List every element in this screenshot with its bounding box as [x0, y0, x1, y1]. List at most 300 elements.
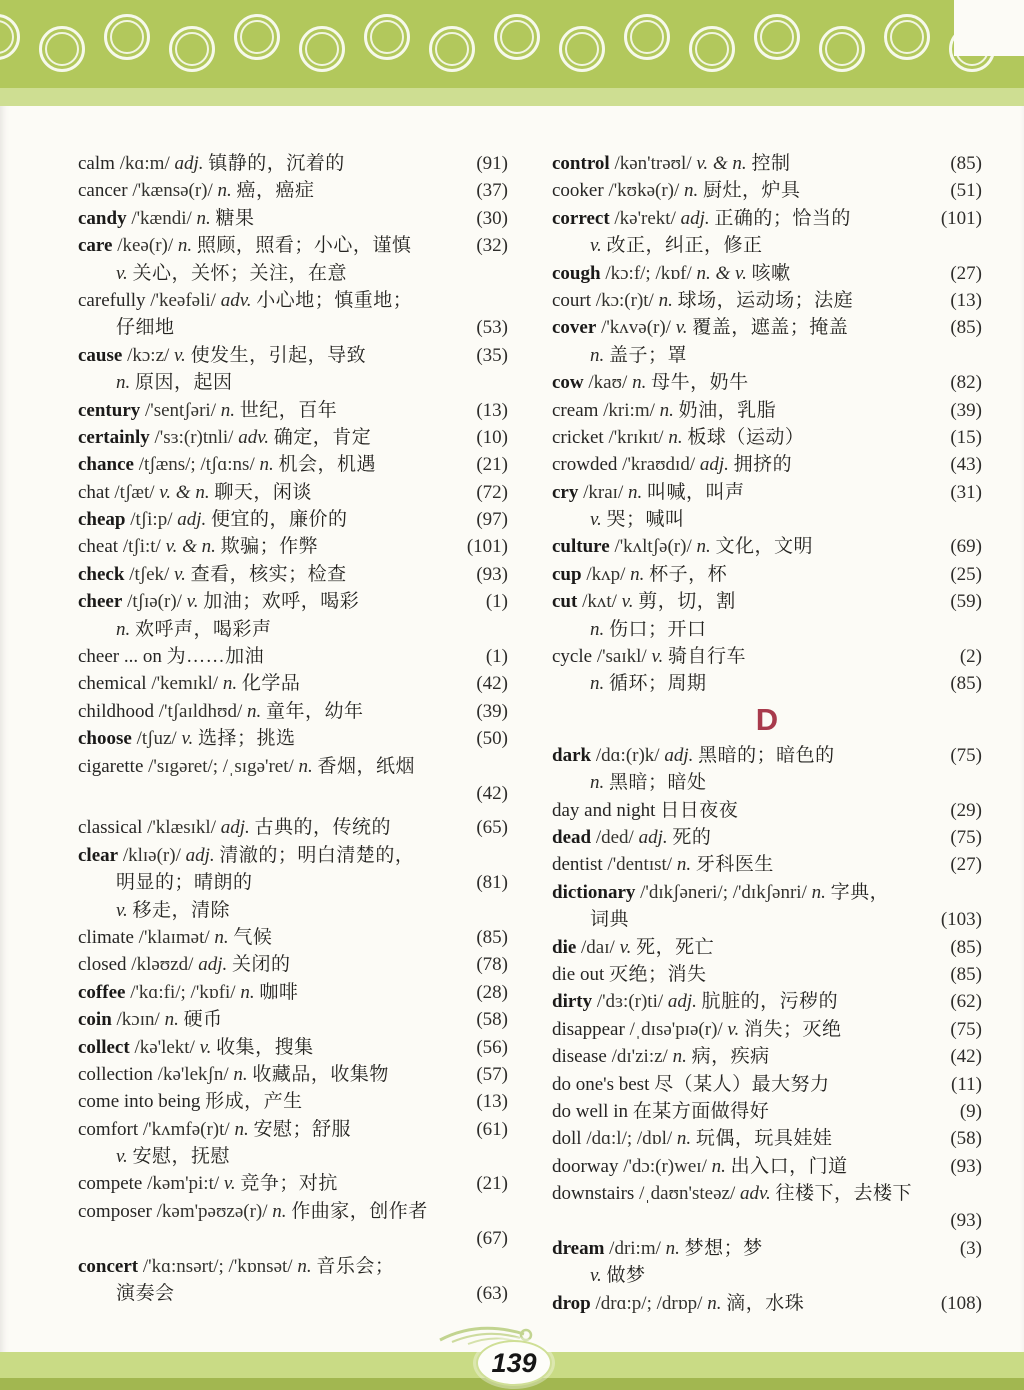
entry-text — [552, 988, 942, 1015]
entry-text — [552, 1153, 942, 1180]
banner-light-strip — [0, 88, 1024, 106]
entry-page-ref: (29) — [950, 799, 982, 821]
entry-word: downstairs — [552, 1183, 635, 1205]
entry-page-ref: (81) — [476, 872, 508, 894]
entry-page-ref: (9) — [959, 1100, 982, 1122]
entry-line — [552, 479, 982, 506]
entry-phonetic: /'tʃaɪldhʊd/ — [158, 700, 243, 722]
entry-text — [552, 961, 942, 988]
entry-text — [78, 424, 468, 451]
entry-line — [78, 533, 508, 560]
entry-line — [78, 1006, 508, 1033]
entry-pos: adj. — [198, 954, 228, 976]
entry-line — [78, 780, 508, 807]
entry-line — [552, 506, 982, 533]
entry-definition: 骑自行车 — [667, 646, 746, 668]
entry-page-ref: (101) — [940, 207, 982, 229]
entry-line — [552, 851, 982, 878]
entry-definition: 演奏会 — [116, 1283, 175, 1305]
entry-definition: 往楼下，去楼下 — [775, 1183, 913, 1205]
entry-word: cut — [552, 591, 578, 613]
entry-phonetic: /'sentʃəri/ — [145, 399, 216, 421]
entry-text — [78, 479, 468, 506]
entry-line — [78, 1198, 508, 1225]
entry-phonetic: /dɑ:(r)k/ — [595, 744, 660, 766]
entry-page-ref: (101) — [466, 536, 508, 558]
entry-word: dentist — [552, 854, 603, 876]
entry-pos: adj. — [699, 454, 729, 476]
entry-text — [78, 314, 468, 341]
ring-circle-decoration — [104, 14, 150, 60]
entry-phonetic: /daɪ/ — [581, 936, 615, 958]
entry-word: childhood — [78, 700, 154, 722]
entry-phonetic: /kʌt/ — [582, 591, 617, 613]
entry-pos: n. — [164, 1009, 179, 1031]
entry-text — [78, 177, 468, 204]
entry-line — [552, 879, 982, 906]
entry-line — [78, 479, 508, 506]
entry-page-ref: (78) — [476, 954, 508, 976]
entry-line — [78, 1170, 508, 1197]
entry-text — [78, 205, 468, 232]
entry-page-ref: (85) — [950, 673, 982, 695]
entry-line — [552, 1016, 982, 1043]
entry-pos: n. — [116, 372, 131, 394]
entry-page-ref: (91) — [476, 153, 508, 174]
entry-definition: 收藏品，收集物 — [252, 1063, 389, 1085]
entry-phonetic: /'kɑ:nsərt/; /'kɒnsət/ — [142, 1255, 293, 1277]
entry-definition: 仔细地 — [116, 317, 175, 339]
entry-pos: n. — [240, 981, 255, 1003]
right-column — [552, 150, 982, 1317]
entry-line — [552, 397, 982, 424]
entry-text — [78, 979, 468, 1006]
entry-text — [552, 670, 942, 697]
entry-page-ref: (58) — [950, 1128, 982, 1150]
entry-definition: 古典的，传统的 — [254, 817, 392, 839]
entry-word: compete — [78, 1173, 143, 1195]
entry-definition: 盖子；罩 — [609, 344, 688, 366]
entry-page-ref: (32) — [476, 235, 508, 257]
entry-phonetic: /kraɪ/ — [583, 481, 624, 503]
entry-text — [552, 742, 942, 769]
entry-definition: 尽（某人）最大努力 — [654, 1073, 830, 1095]
entry-text — [78, 1170, 468, 1197]
entry-pos: v. — [199, 1036, 212, 1058]
entry-line — [552, 769, 982, 796]
entry-page-ref: (62) — [950, 991, 982, 1013]
entry-text — [552, 232, 974, 259]
entry-phonetic: /tʃɪə(r)/ — [127, 591, 182, 613]
entry-definition: 厨灶，炉具 — [703, 180, 801, 202]
entry-pos: n. — [590, 344, 605, 366]
entry-page-ref: (13) — [950, 289, 982, 311]
entry-text — [552, 424, 942, 451]
entry-pos: n. — [668, 426, 683, 448]
entry-word: dictionary — [552, 881, 636, 903]
entry-text — [78, 1061, 468, 1088]
entry-pos: n. — [676, 854, 692, 876]
entry-definition: 安慰；舒服 — [253, 1118, 351, 1140]
entry-line — [78, 951, 508, 978]
entry-text — [78, 670, 468, 697]
entry-text — [78, 588, 478, 615]
entry-pos: n. — [711, 1155, 726, 1177]
entry-phonetic: /kə'rekt/ — [614, 207, 676, 229]
entry-definition: 病，疾病 — [691, 1046, 770, 1068]
entry-definition: 癌，癌症 — [236, 180, 315, 202]
entry-text — [552, 588, 942, 615]
entry-text — [552, 1262, 974, 1289]
entry-text — [78, 1006, 468, 1033]
entry-line — [78, 232, 508, 259]
entry-definition: 气候 — [233, 926, 273, 948]
entry-word: dark — [552, 744, 592, 766]
entry-page-ref: (10) — [476, 426, 508, 448]
entry-pos: n. — [177, 235, 193, 257]
entry-pos: n. — [658, 289, 673, 311]
entry-page-ref: (15) — [950, 426, 982, 448]
entry-page-ref: (11) — [951, 1073, 982, 1095]
entry-line — [78, 369, 508, 396]
entry-phonetic: /'kʌltʃə(r)/ — [614, 536, 692, 558]
entry-pos: v. — [186, 591, 199, 613]
entry-pos: n. — [234, 1118, 249, 1140]
entry-page-ref: (108) — [940, 1292, 982, 1314]
entry-page-ref: (59) — [950, 591, 982, 613]
entry-definition: 伤口；开口 — [609, 618, 707, 640]
entry-pos: n. — [214, 926, 229, 948]
entry-definition: 字典， — [830, 881, 890, 903]
entry-line — [78, 1225, 508, 1252]
entry-line — [552, 1207, 982, 1234]
entry-line — [78, 150, 508, 177]
entry-text — [78, 1253, 500, 1280]
entry-pos: v. — [619, 936, 632, 958]
entry-text — [552, 397, 942, 424]
ring-circle-decoration — [689, 26, 735, 72]
entry-definition: 形成，产生 — [205, 1091, 303, 1113]
entry-phonetic: /tʃek/ — [129, 563, 170, 585]
entry-text — [78, 287, 500, 314]
entry-definition: 作曲家，创作者 — [291, 1200, 428, 1222]
entry-line — [78, 506, 508, 533]
entry-definition: 童年，幼年 — [266, 700, 364, 722]
entry-text — [552, 1125, 942, 1152]
entry-word: classical — [78, 817, 143, 839]
entry-text — [78, 1143, 500, 1170]
entry-phonetic: /'dɔ:(r)weɪ/ — [623, 1155, 707, 1177]
entry-pos: adv. — [238, 426, 269, 448]
entry-line — [78, 260, 508, 287]
entry-pos: adv. — [220, 289, 252, 311]
entry-word: collect — [78, 1036, 130, 1058]
entry-pos: adj. — [220, 817, 250, 839]
entry-phonetic: /tʃæt/ — [114, 481, 155, 503]
entry-line — [78, 588, 508, 615]
entry-word: cancer — [78, 180, 128, 202]
entry-line — [78, 1034, 508, 1061]
entry-word: chat — [78, 481, 110, 503]
entry-word: control — [552, 153, 610, 174]
entry-phonetic: /kɔɪn/ — [116, 1009, 160, 1031]
entry-phonetic: /kləʊzd/ — [131, 954, 194, 976]
entry-word: concert — [78, 1255, 139, 1277]
ring-circle-decoration — [884, 14, 930, 60]
entry-line — [552, 1125, 982, 1152]
entry-word: chance — [78, 454, 134, 476]
banner-corner-notch — [954, 0, 1024, 56]
entry-pos: v. — [116, 262, 128, 284]
entry-text — [78, 342, 468, 369]
entry-word: care — [78, 235, 113, 257]
entry-text — [552, 533, 942, 560]
entry-pos: n. — [247, 700, 262, 722]
entry-word: cigarette — [78, 755, 144, 777]
entry-pos: v. — [174, 563, 186, 585]
entry-text — [78, 643, 478, 670]
entry-text — [552, 561, 942, 588]
entry-definition: 覆盖，遮盖；掩盖 — [692, 317, 849, 339]
entry-definition: 硬币 — [183, 1009, 223, 1031]
entry-definition: 叫喊，叫声 — [646, 481, 745, 503]
entry-word: choose — [78, 728, 132, 750]
entry-word: climate — [78, 926, 134, 948]
entry-pos: n. — [684, 180, 699, 202]
entry-phonetic: /'sɪgəret/; /ˌsɪgə'ret/ — [148, 755, 294, 777]
entry-phonetic: /dɪ'zi:z/ — [611, 1046, 668, 1068]
entry-definition: 哭；喊叫 — [606, 509, 685, 531]
ring-circle-decoration — [754, 14, 800, 60]
entry-word: carefully — [78, 289, 146, 311]
entry-text — [78, 506, 468, 533]
entry-phonetic: /drɑ:p/; /drɒp/ — [595, 1292, 703, 1314]
entry-text — [552, 1235, 952, 1262]
entry-pos: v. — [675, 317, 688, 339]
ring-circle-decoration — [494, 14, 540, 60]
entry-word: dream — [552, 1237, 605, 1259]
entry-word: do one's best — [552, 1073, 650, 1095]
entry-pos: v. — [116, 1146, 128, 1168]
entry-text — [552, 342, 974, 369]
entry-text — [552, 906, 933, 933]
entry-phonetic: /dɑ:l/; /dɒl/ — [586, 1128, 673, 1150]
entry-line — [552, 934, 982, 961]
circle-pattern — [0, 14, 1024, 60]
entry-word: crowded — [552, 454, 618, 476]
entry-pos: n. — [297, 1255, 312, 1277]
ring-circle-decoration — [819, 26, 865, 72]
entry-word: drop — [552, 1292, 591, 1314]
entry-line — [78, 842, 508, 869]
entry-definition: 安慰，抚慰 — [132, 1146, 231, 1168]
entry-line — [78, 342, 508, 369]
entry-phonetic: /kaʊ/ — [588, 372, 628, 394]
entry-phonetic: /'dɜ:(r)ti/ — [596, 991, 664, 1013]
entry-text — [552, 616, 974, 643]
entry-page-ref: (2) — [959, 646, 982, 668]
entry-word: candy — [78, 207, 127, 229]
entry-text — [552, 1290, 933, 1317]
entry-word: cheer — [78, 591, 123, 613]
entry-text — [78, 616, 500, 643]
entry-pos: n. — [632, 372, 647, 394]
entry-text — [78, 1116, 468, 1143]
entry-page-ref: (50) — [476, 728, 508, 750]
entry-page-ref: (39) — [950, 399, 982, 421]
entry-word: dirty — [552, 991, 593, 1013]
entry-page-ref: (27) — [950, 854, 982, 876]
entry-text — [78, 397, 468, 424]
entry-definition: 化学品 — [241, 673, 301, 695]
entry-word: doll — [552, 1128, 582, 1150]
entry-line — [552, 961, 982, 988]
entry-definition: 原因，起因 — [135, 372, 233, 394]
entry-text — [552, 1180, 974, 1207]
entry-phonetic: /kə'lekʃn/ — [157, 1063, 229, 1085]
entry-definition: 做梦 — [606, 1265, 646, 1287]
entry-line — [78, 1253, 508, 1280]
entry-page-ref: (57) — [476, 1063, 508, 1085]
entry-pos: n. — [672, 1046, 687, 1068]
page-number: 139 — [491, 1347, 537, 1378]
entry-page-ref: (75) — [950, 826, 982, 848]
entry-word: doorway — [552, 1155, 619, 1177]
entry-word: cheer ... on — [78, 646, 162, 668]
entry-text — [552, 824, 942, 851]
entry-line — [78, 1061, 508, 1088]
entry-page-ref: (25) — [950, 563, 982, 585]
entry-phonetic: /kəm'pəʊzə(r)/ — [156, 1200, 268, 1222]
entry-line — [78, 177, 508, 204]
entry-page-ref: (93) — [476, 563, 508, 585]
entry-page-ref: (51) — [950, 180, 982, 202]
entry-text — [552, 314, 942, 341]
entry-phonetic: /ded/ — [595, 826, 634, 848]
right-column-d-entries — [552, 742, 982, 1317]
entry-word: cough — [552, 262, 601, 284]
entry-page-ref: (39) — [476, 700, 508, 722]
entry-pos: n. — [590, 772, 605, 794]
entry-phonetic: /'saɪkl/ — [596, 646, 647, 668]
entry-line — [78, 561, 508, 588]
entry-page-ref: (42) — [476, 782, 508, 804]
entry-line — [78, 205, 508, 232]
entry-definition: 杯子，杯 — [649, 563, 728, 585]
entry-definition: 文化，文明 — [715, 536, 813, 558]
entry-definition: 聊天，闲谈 — [214, 481, 312, 503]
entry-word: disease — [552, 1046, 607, 1068]
entry-definition: 奶油，乳脂 — [678, 399, 777, 421]
entry-word: day and night — [552, 799, 656, 821]
entry-word: culture — [552, 536, 610, 558]
entry-page-ref: (3) — [959, 1237, 982, 1259]
entry-definition: 竞争；对抗 — [240, 1173, 338, 1195]
entry-page-ref: (85) — [476, 926, 508, 948]
entry-definition: 加油；欢呼，喝彩 — [203, 591, 360, 613]
entry-text — [78, 753, 500, 780]
entry-line — [78, 698, 508, 725]
entry-phonetic: /kəm'pi:t/ — [147, 1173, 220, 1195]
entry-page-ref: (93) — [950, 1155, 982, 1177]
entry-definition: 关闭的 — [231, 954, 291, 976]
entry-pos: n. — [590, 673, 605, 695]
entry-word: cover — [552, 317, 597, 339]
entry-definition: 明显的；晴朗的 — [116, 872, 253, 894]
entry-phonetic: /klɪə(r)/ — [122, 844, 181, 866]
entry-line — [552, 424, 982, 451]
entry-pos: adj. — [185, 844, 215, 866]
entry-text — [78, 1088, 468, 1115]
entry-line — [552, 670, 982, 697]
entry-line — [78, 924, 508, 951]
entry-pos: n. & v. — [696, 262, 747, 284]
entry-line — [552, 342, 982, 369]
entry-text — [552, 879, 974, 906]
entry-definition: 确定，肯定 — [273, 426, 372, 448]
entry-definition: 控制 — [751, 153, 791, 174]
entry-line — [552, 232, 982, 259]
entry-word: cooker — [552, 180, 604, 202]
entry-definition: 世纪，百年 — [239, 399, 338, 421]
entry-word: composer — [78, 1200, 152, 1222]
entry-text — [552, 851, 942, 878]
entry-definition: 循环；周期 — [609, 673, 707, 695]
entry-page-ref: (42) — [476, 673, 508, 695]
entry-pos: v. — [181, 728, 194, 750]
entry-page-ref: (43) — [950, 454, 982, 476]
entry-line — [78, 869, 508, 896]
entry-text — [552, 260, 942, 287]
entry-pos: v. — [174, 344, 186, 366]
entry-word: cup — [552, 563, 582, 585]
entry-word: cry — [552, 481, 579, 503]
entry-word: closed — [78, 954, 127, 976]
entry-pos: n. — [272, 1200, 287, 1222]
entry-text — [552, 1098, 952, 1125]
entry-pos: v. — [590, 509, 602, 531]
entry-definition: 母牛，奶牛 — [651, 372, 749, 394]
entry-page-ref: (85) — [950, 936, 982, 958]
entry-phonetic: /'kɑ:fi/; /'kɒfi/ — [130, 981, 236, 1003]
entry-page-ref: (69) — [950, 536, 982, 558]
entry-line — [78, 1088, 508, 1115]
entry-definition: 板球（运动） — [687, 426, 805, 448]
entry-word: cheat — [78, 536, 119, 558]
entry-definition: 牙科医生 — [695, 854, 774, 876]
entry-line — [552, 287, 982, 314]
entry-text — [78, 869, 468, 896]
entry-word: die out — [552, 963, 605, 985]
entry-text — [78, 1034, 468, 1061]
entry-page-ref: (35) — [476, 344, 508, 366]
entry-text — [78, 924, 468, 951]
entry-word: do well in — [552, 1100, 628, 1122]
entry-text — [78, 451, 468, 478]
entry-word: century — [78, 399, 141, 421]
entry-line — [552, 369, 982, 396]
entry-definition: 小心地；慎重地； — [256, 289, 413, 311]
entry-pos: adj. — [680, 207, 710, 229]
entry-line — [78, 725, 508, 752]
entry-phonetic: /kɔ:z/ — [127, 344, 170, 366]
entry-pos: v. & n. — [159, 481, 210, 503]
entry-page-ref: (28) — [476, 981, 508, 1003]
entry-definition: 出入口，门道 — [730, 1155, 848, 1177]
entry-definition: 梦想；梦 — [684, 1237, 763, 1259]
entry-phonetic: /kɔ:(r)t/ — [595, 289, 654, 311]
entry-pos: n. — [811, 881, 826, 903]
